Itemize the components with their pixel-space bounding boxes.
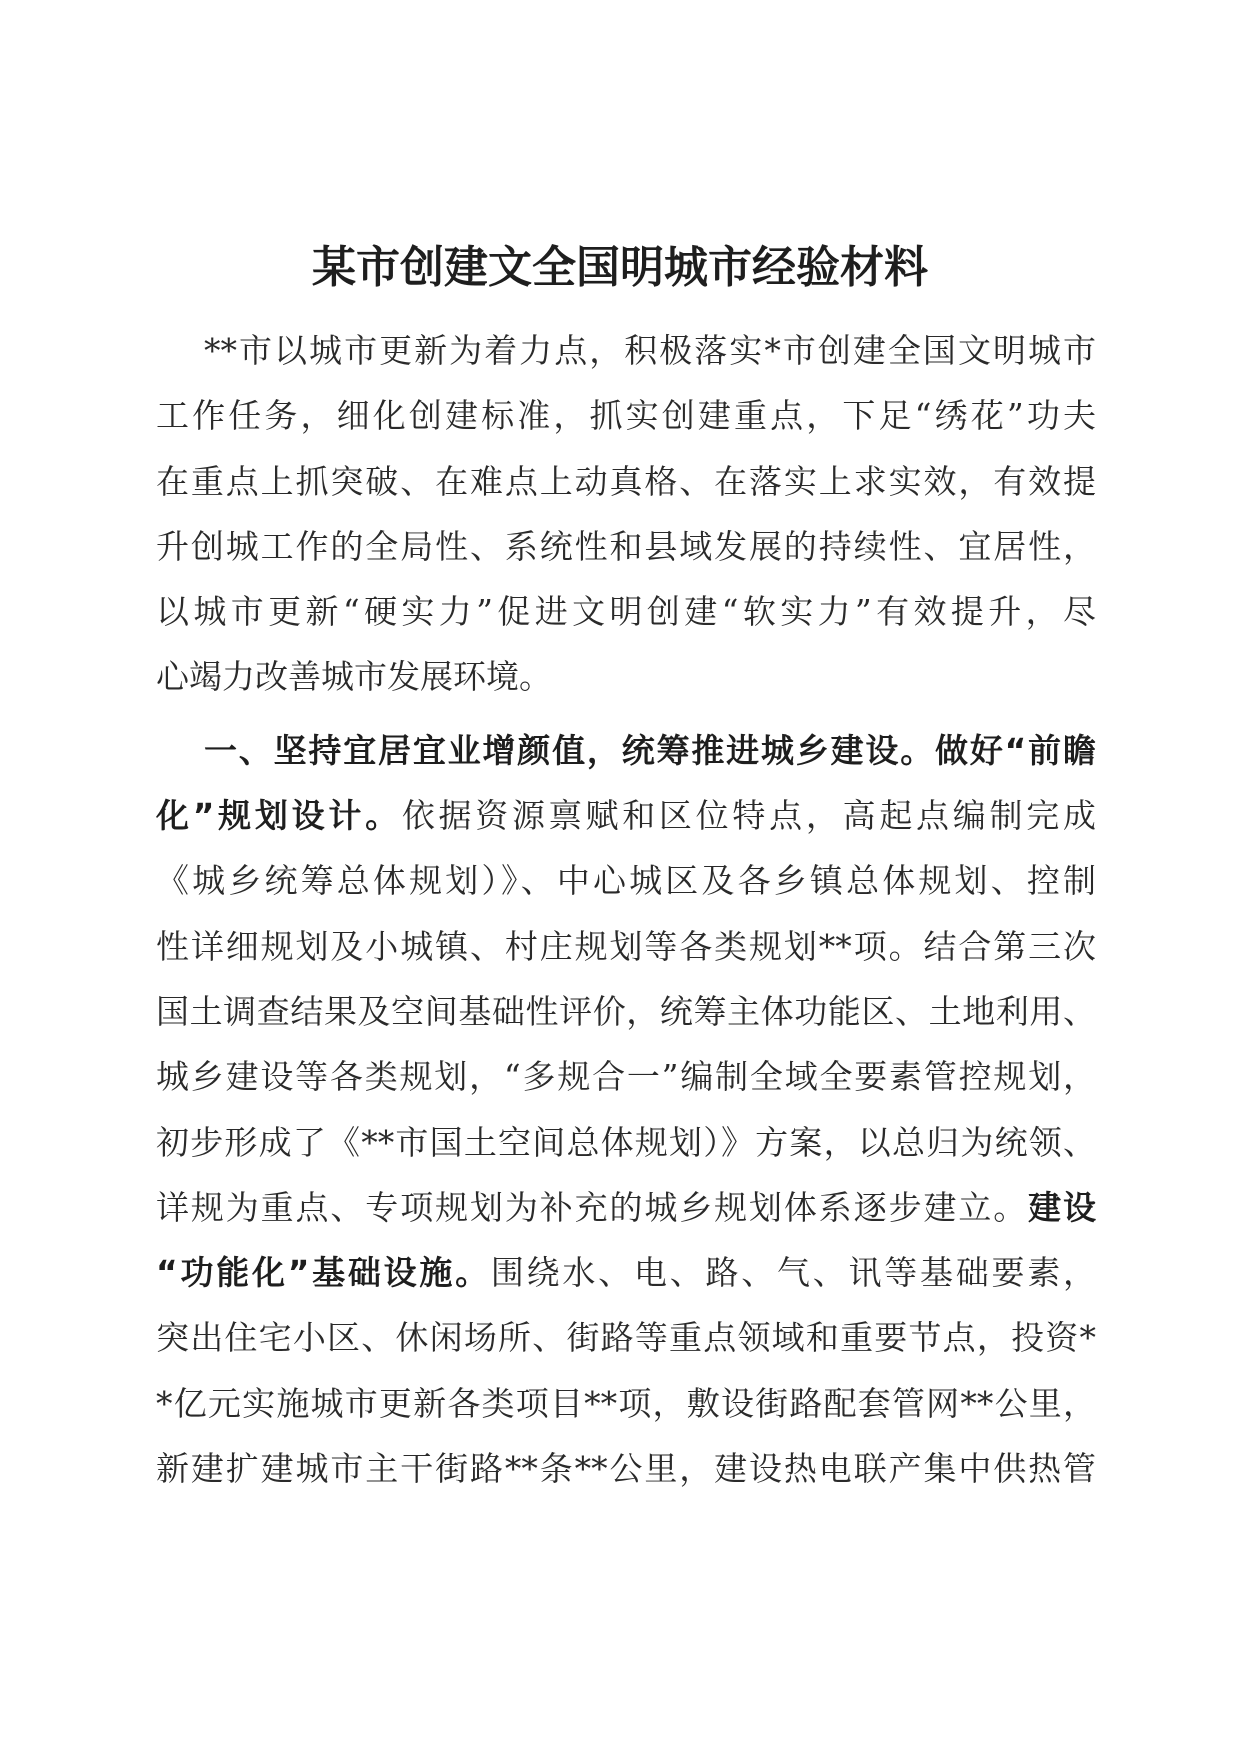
document-title: 某市创建文全国明城市经验材料: [312, 242, 928, 293]
text-line: 《城乡统筹总体规划）》、中心城区及各乡镇总体规划、控制: [156, 861, 1096, 901]
text-line: [156, 1240, 1096, 1305]
text-line: 初步形成了《**市国土空间总体规划）》方案，以总归为统领、: [156, 1122, 1096, 1162]
text-run: 详规为重点、专项规划为补充的城乡规划体系逐步建立。: [156, 1187, 1029, 1227]
paragraph-section-one: [156, 718, 1096, 1502]
subheading-bold: “功能化”基础设施。: [156, 1253, 491, 1293]
text-line: [156, 1175, 1096, 1240]
text-run: 围绕水、电、路、气、讯等基础要素，: [490, 1253, 1096, 1293]
text-line: 突出住宅小区、休闲场所、街路等重点领域和重要节点，投资*: [156, 1318, 1096, 1358]
text-line: 性详细规划及小城镇、村庄规划等各类规划**项。结合第三次: [156, 926, 1096, 966]
text-line: 以城市更新“硬实力”促进文明创建“软实力”有效提升，尽: [156, 592, 1096, 632]
text-line: 在重点上抓突破、在难点上动真格、在落实上求实效，有效提: [156, 461, 1096, 501]
text-line: [156, 783, 1096, 848]
text-line: 升创城工作的全局性、系统性和县域发展的持续性、宜居性，: [156, 526, 1096, 566]
subheading-bold: 建设: [1028, 1187, 1096, 1227]
paragraph-spacer: [156, 710, 1096, 718]
text-line: 城乡建设等各类规划，“多规合一”编制全域全要素管控规划，: [156, 1057, 1096, 1097]
section-heading-line: 一、坚持宜居宜业增颜值，统筹推进城乡建设。做好“前瞻: [204, 730, 1096, 770]
document-body: [156, 318, 1096, 1501]
text-line: 国土调查结果及空间基础性评价，统筹主体功能区、土地利用、: [156, 991, 1096, 1031]
text-line: 工作任务，细化创建标准，抓实创建重点，下足“绣花”功夫: [156, 396, 1096, 436]
text-run: 依据资源禀赋和区位特点，高起点编制完成: [401, 796, 1096, 836]
text-line: **市以城市更新为着力点，积极落实*市创建全国文明城市: [204, 331, 1096, 370]
text-line: *亿元实施城市更新各类项目**项，敷设街路配套管网**公里，: [156, 1383, 1096, 1423]
subheading-bold: 化”规划设计。: [156, 796, 402, 836]
paragraph-intro: [156, 318, 1096, 710]
text-line: 新建扩建城市主干街路**条**公里，建设热电联产集中供热管: [156, 1449, 1096, 1489]
text-line: 心竭力改善城市发展环境。: [156, 657, 552, 697]
